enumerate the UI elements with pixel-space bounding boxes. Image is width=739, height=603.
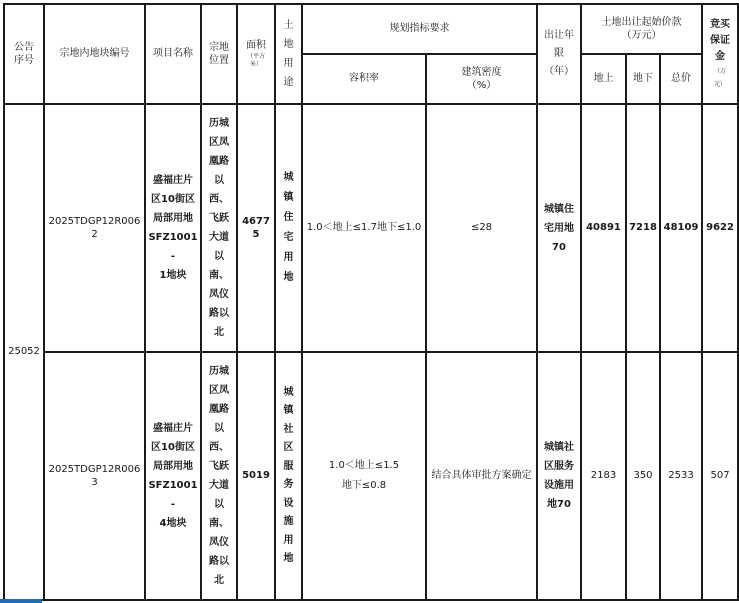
- land-use-cell: 城 镇 社 区 服 务 设 施 用 地: [275, 352, 302, 600]
- project-name-cell: 盛福庄片 区10街区 局部用地 SFZ1001- 1地块: [145, 104, 201, 352]
- selection-marker: [0, 599, 42, 603]
- area-cell: 46775: [237, 104, 275, 352]
- header-area: [237, 4, 275, 104]
- far-cell: 1.0＜地上≤1.7地下≤1.0: [302, 104, 426, 352]
- header-project-name: 项目名称: [145, 4, 201, 104]
- term-cell: 城镇社 区服务 设施用 地70: [537, 352, 581, 600]
- term-cell: 城镇住 宅用地 70: [537, 104, 581, 352]
- header-notice-no: 公告 序号: [4, 4, 44, 104]
- header-land-use: 土 地 用 途: [275, 4, 302, 104]
- land-use-cell: 城 镇 住 宅 用 地: [275, 104, 302, 352]
- project-name-cell: 盛福庄片 区10街区 局部用地 SFZ1001- 4地块: [145, 352, 201, 600]
- table-row: [4, 104, 738, 352]
- header-far: 容积率: [302, 54, 426, 104]
- price-below-cell: 350: [626, 352, 660, 600]
- land-auction-table: [3, 3, 739, 601]
- location-cell: 历城 区凤 凰路 以 西、 飞跃 大道 以 南、 凤仪 路以 北: [201, 352, 237, 600]
- header-term: 出让年 限 （年）: [537, 4, 581, 104]
- header-plot-no: 宗地内地块编号: [44, 4, 145, 104]
- header-price-above: 地上: [581, 54, 626, 104]
- header-area-unit: （平方 米）: [246, 52, 265, 68]
- price-above-cell: 40891: [581, 104, 626, 352]
- table-row: [4, 352, 738, 600]
- header-price-below: 地下: [626, 54, 660, 104]
- header-deposit: [702, 4, 738, 104]
- price-below-cell: 7218: [626, 104, 660, 352]
- density-cell: 结合具体审批方案确定: [426, 352, 537, 600]
- deposit-cell: 507: [702, 352, 738, 600]
- header-price: 土地出让起始价款 （万元）: [581, 4, 702, 54]
- price-total-cell: 48109: [660, 104, 702, 352]
- notice-no-cell: 25052: [4, 104, 44, 600]
- header-location: 宗地 位置: [201, 4, 237, 104]
- header-area-label: 面积: [246, 40, 266, 52]
- plot-no-cell: 2025TDGP12R0062: [44, 104, 145, 352]
- price-total-cell: 2533: [660, 352, 702, 600]
- far-cell: 1.0＜地上≤1.5 地下≤0.8: [302, 352, 426, 600]
- location-cell: 历城 区凤 凰路 以 西、 飞跃 大道 以 南、 凤仪 路以 北: [201, 104, 237, 352]
- area-cell: 5019: [237, 352, 275, 600]
- header-price-total: 总价: [660, 54, 702, 104]
- plot-no-cell: 2025TDGP12R0063: [44, 352, 145, 600]
- header-deposit-unit: （万 元）: [714, 67, 727, 88]
- price-above-cell: 2183: [581, 352, 626, 600]
- deposit-cell: 9622: [702, 104, 738, 352]
- density-cell: ≤28: [426, 104, 537, 352]
- header-planning: 规划指标要求: [302, 4, 537, 54]
- header-deposit-label: 竞买 保证 金: [710, 18, 731, 62]
- header-density: 建筑密度 （%）: [426, 54, 537, 104]
